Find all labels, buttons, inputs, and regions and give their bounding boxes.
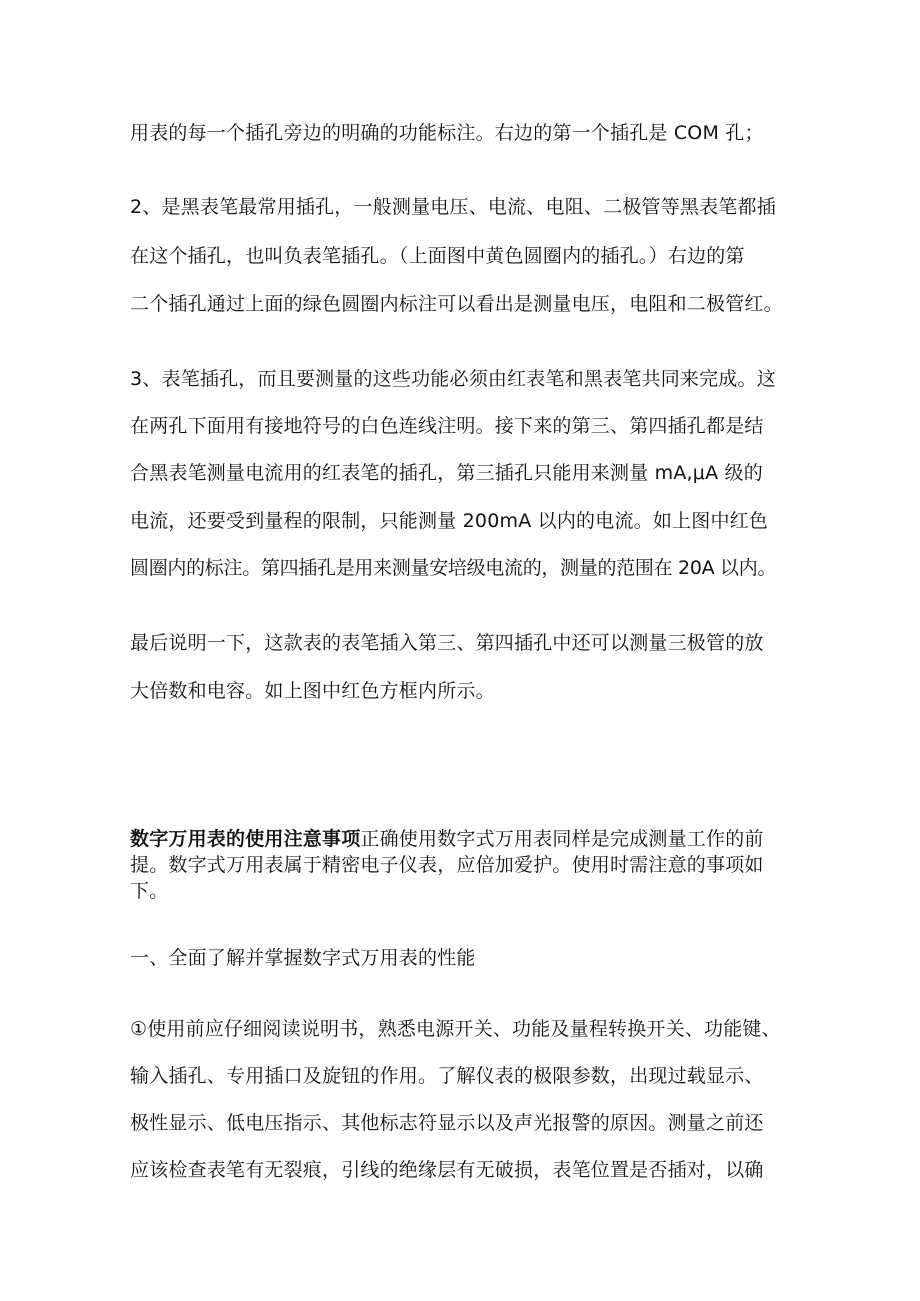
- paragraph-line: ①使用前应仔细阅读说明书，熟悉电源开关、功能及量程转换开关、功能键、: [130, 1018, 781, 1040]
- paragraph-line: 用表的每一个插孔旁边的明确的功能标注。右边的第一个插孔是 COM 孔；: [130, 122, 764, 144]
- section-subheading: 一、全面了解并掌握数字式万用表的性能: [130, 947, 476, 969]
- paragraph-line: 3、表笔插孔，而且要测量的这些功能必须由红表笔和黑表笔共同来完成。这: [130, 368, 776, 390]
- paragraph-line: 2、是黑表笔最常用插孔，一般测量电压、电流、电阻、二极管等黑表笔都插: [130, 196, 776, 218]
- paragraph-text: 正确使用数字式万用表同样是完成测量工作的前: [360, 828, 764, 850]
- paragraph-line: 大倍数和电容。如上图中红色方框内所示。: [130, 680, 495, 702]
- paragraph-line: 提。数字式万用表属于精密电子仪表，应倍加爱护。使用时需注意的事项如: [130, 854, 764, 876]
- paragraph-line: 在这个插孔，也叫负表笔插孔。（上面图中黄色圆圈内的插孔。）右边的第: [130, 245, 745, 267]
- paragraph-line: 应该检查表笔有无裂痕，引线的绝缘层有无破损，表笔位置是否插对，以确: [130, 1159, 764, 1181]
- paragraph-line: 在两孔下面用有接地符号的白色连线注明。接下来的第三、第四插孔都是结: [130, 415, 764, 437]
- paragraph-line: [130, 826, 764, 852]
- paragraph-line: 最后说明一下，这款表的表笔插入第三、第四插孔中还可以测量三极管的放: [130, 632, 764, 654]
- paragraph-line: 下。: [130, 880, 169, 902]
- paragraph-line: 合黑表笔测量电流用的红表笔的插孔，第三插孔只能用来测量 mA,μA 级的: [130, 462, 763, 484]
- paragraph-line: 二个插孔通过上面的绿色圆圈内标注可以看出是测量电压，电阻和二极管红。: [130, 293, 783, 315]
- section-heading: 数字万用表的使用注意事项: [130, 828, 361, 850]
- paragraph-line: 输入插孔、专用插口及旋钮的作用。了解仪表的极限参数，出现过载显示、: [130, 1065, 764, 1087]
- paragraph-line: 极性显示、低电压指示、其他标志符显示以及声光报警的原因。测量之前还: [130, 1112, 764, 1134]
- paragraph-line: 电流，还要受到量程的限制，只能测量 200mA 以内的电流。如上图中红色: [130, 510, 769, 532]
- paragraph-line: 圆圈内的标注。第四插孔是用来测量安培级电流的，测量的范围在 20A 以内。: [130, 557, 777, 579]
